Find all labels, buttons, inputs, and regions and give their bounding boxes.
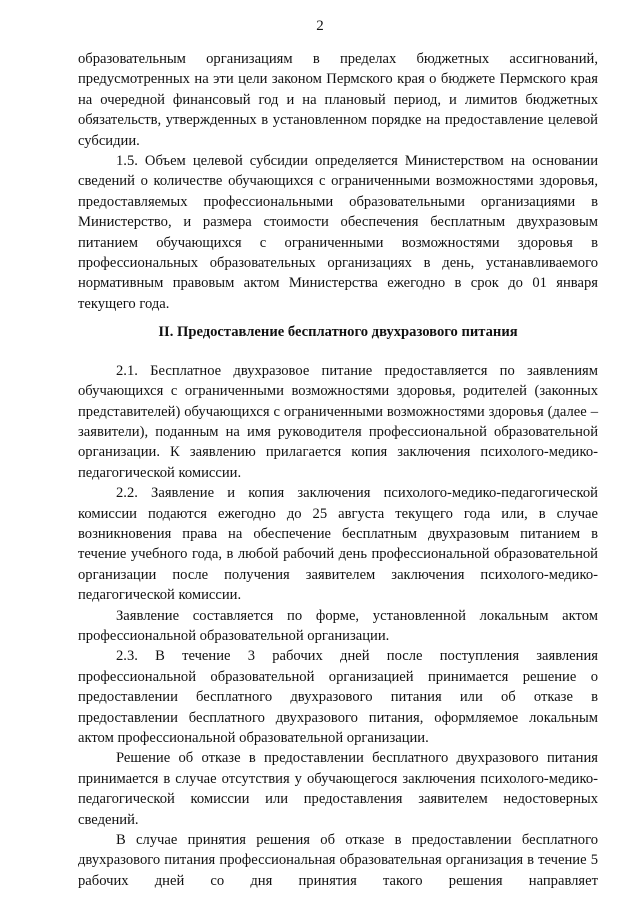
- paragraph: В случае принятия решения об отказе в предоставлении бесплатного двухразового питания профессиональная образовательная организация в течение 5 рабочих дней со дня принятия такого решения направляет: [78, 832, 598, 889]
- paragraph: 2.2. Заявление и копия заключения психолого-медико-педагогической комиссии подаются ежегодно до 25 августа текущего года или, в случае возникновения права на обеспечение бесплатным двухразовым питанием в течение учебного года, в любой рабочий день профессиональной образовательной организации после получения заявителем заключения психолого-медико-педагогической комиссии.: [78, 485, 598, 604]
- paragraph: Заявление составляется по форме, установленной локальным актом профессиональной образовательной организации.: [78, 607, 598, 644]
- paragraph: 2.3. В течение 3 рабочих дней после поступления заявления профессиональной образовательной организацией принимается решение о предоставлении бесплатного двухразового питания или об отказе в предоставлении бесплатного двухразового питания, оформляемое локальным актом профессиональной образовательной организации.: [78, 648, 598, 746]
- paragraph: 1.5. Объем целевой субсидии определяется Министерством на основании сведений о количестве обучающихся с ограниченными возможностями здоровья, предоставляемых профессиональными образовательными организациями в Министерство, и размера стоимости обеспечения бесплатным двухразовым питанием обучающихся с ограниченными возможностями здоровья в профессиональных образовательных организациях в день, устанавливаемого нормативным правовым актом Министерства ежегодно в срок до 01 января текущего года.: [78, 153, 598, 312]
- page-number: 2: [316, 18, 324, 34]
- paragraph: Решение об отказе в предоставлении бесплатного двухразового питания принимается в случае отсутствия у обучающегося заключения психолого-медико-педагогической комиссии или предоставления заявителем недостоверных сведений.: [78, 750, 598, 828]
- paragraph: 2.1. Бесплатное двухразовое питание предоставляется по заявлениям обучающихся с ограниченными возможностями здоровья, родителей (законных представителей) обучающихся с ограниченными возможностями здоровья (далее – заявители), поданным на имя руководителя профессиональной образовательной организации. К заявлению прилагается копия заключения психолого-медико-педагогической комиссии.: [78, 362, 598, 481]
- document-body: [78, 49, 598, 891]
- section-heading: II. Предоставление бесплатного двухразового питания: [158, 324, 518, 341]
- paragraph: образовательным организациям в пределах бюджетных ассигнований, предусмотренных на эти цели законом Пермского края о бюджете Пермского края на очередной финансовый год и на плановый период, и лимитов бюджетных обязательств, утвержденных в установленном порядке на предоставление целевой субсидии.: [78, 51, 598, 149]
